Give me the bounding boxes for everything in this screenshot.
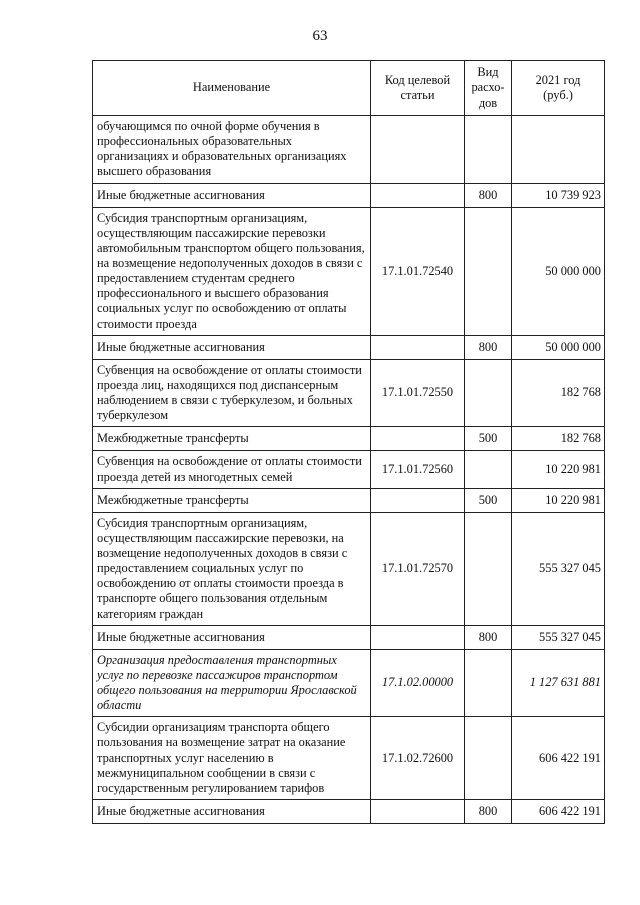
header-type-line: дов xyxy=(478,95,498,110)
row-type-cell xyxy=(465,451,512,488)
row-name-cell: Межбюджетные трансферты xyxy=(93,427,371,451)
row-amount-cell: 50 000 000 xyxy=(512,335,605,359)
table-header xyxy=(93,61,605,116)
table-body xyxy=(93,116,605,824)
row-type-cell xyxy=(465,116,512,184)
header-type xyxy=(465,61,512,116)
table-row xyxy=(93,427,605,451)
header-amount xyxy=(512,61,605,116)
row-type-cell: 500 xyxy=(465,427,512,451)
row-code-cell: 17.1.01.72550 xyxy=(371,359,465,427)
row-amount-cell: 555 327 045 xyxy=(512,512,605,625)
row-amount-cell: 182 768 xyxy=(512,359,605,427)
row-code-cell: 17.1.02.00000 xyxy=(371,649,465,717)
row-type-cell xyxy=(465,359,512,427)
row-code-cell: 17.1.01.72570 xyxy=(371,512,465,625)
row-name-cell: Организация предоставления транспортных услуг по перевозке пассажиров транспортом общего пользования на территории Ярославской области xyxy=(93,649,371,717)
row-type-cell: 800 xyxy=(465,799,512,823)
row-code-cell: 17.1.01.72560 xyxy=(371,451,465,488)
header-name xyxy=(93,61,371,116)
row-code-cell xyxy=(371,488,465,512)
row-type-cell: 800 xyxy=(465,625,512,649)
header-code-line: статьи xyxy=(400,88,435,102)
row-type-cell: 800 xyxy=(465,183,512,207)
row-type-cell xyxy=(465,512,512,625)
row-name-cell: Субсидия транспортным организациям, осуществляющим пассажирские перевозки автомобильным транспортом общего пользования, на возмещение недополученных доходов в связи с предоставлением студентам среднего профессионального и высшего образования социальных услуг по освобождению от оплаты стоимости проезда xyxy=(93,207,371,335)
header-amount-line: 2021 год xyxy=(535,72,581,87)
row-type-cell: 800 xyxy=(465,335,512,359)
row-amount-cell: 10 739 923 xyxy=(512,183,605,207)
row-amount-cell: 182 768 xyxy=(512,427,605,451)
table-row xyxy=(93,625,605,649)
row-name-cell: Иные бюджетные ассигнования xyxy=(93,799,371,823)
row-name-cell: Иные бюджетные ассигнования xyxy=(93,335,371,359)
row-name-cell: Субсидия транспортным организациям, осуществляющим пассажирские перевозки, на возмещение недополученных доходов в связи с предоставлением социальных услуг по освобождению от оплаты стоимости проезда в транспорте общего пользования отдельным категориям граждан xyxy=(93,512,371,625)
row-code-cell xyxy=(371,625,465,649)
row-type-cell xyxy=(465,717,512,800)
row-amount-cell: 1 127 631 881 xyxy=(512,649,605,717)
header-row xyxy=(93,61,605,116)
row-amount-cell: 606 422 191 xyxy=(512,717,605,800)
table-row xyxy=(93,512,605,625)
row-code-cell xyxy=(371,427,465,451)
table-row xyxy=(93,116,605,184)
table-row xyxy=(93,799,605,823)
table-row xyxy=(93,717,605,800)
row-name-cell: Субвенция на освобождение от оплаты стоимости проезда лиц, находящихся под диспансерным наблюдением в связи с туберкулезом, и больных туберкулезом xyxy=(93,359,371,427)
row-code-cell: 17.1.02.72600 xyxy=(371,717,465,800)
header-type-line: Вид xyxy=(477,64,499,79)
row-code-cell xyxy=(371,183,465,207)
header-code xyxy=(371,61,465,116)
row-name-cell: Субвенция на освобождение от оплаты стоимости проезда детей из многодетных семей xyxy=(93,451,371,488)
budget-table xyxy=(92,60,605,824)
row-type-cell: 500 xyxy=(465,488,512,512)
row-type-cell xyxy=(465,649,512,717)
row-code-cell: 17.1.01.72540 xyxy=(371,207,465,335)
table-row xyxy=(93,451,605,488)
row-name-cell: Субсидии организациям транспорта общего пользования на возмещение затрат на оказание транспортных услуг населению в межмуниципальном сообщении в связи с государственным регулированием тарифов xyxy=(93,717,371,800)
table-row xyxy=(93,359,605,427)
row-code-cell xyxy=(371,799,465,823)
table-row xyxy=(93,649,605,717)
row-amount-cell: 555 327 045 xyxy=(512,625,605,649)
table-row xyxy=(93,335,605,359)
header-amount-line: (руб.) xyxy=(543,88,573,102)
header-type-line: расхо- xyxy=(471,80,505,95)
row-amount-cell: 606 422 191 xyxy=(512,799,605,823)
table-row xyxy=(93,183,605,207)
page-number: 63 xyxy=(312,28,328,44)
row-amount-cell: 50 000 000 xyxy=(512,207,605,335)
row-code-cell xyxy=(371,116,465,184)
row-amount-cell: 10 220 981 xyxy=(512,451,605,488)
row-code-cell xyxy=(371,335,465,359)
row-name-cell: Межбюджетные трансферты xyxy=(93,488,371,512)
table-row xyxy=(93,488,605,512)
row-amount-cell xyxy=(512,116,605,184)
row-name-cell: Иные бюджетные ассигнования xyxy=(93,625,371,649)
row-name-cell: Иные бюджетные ассигнования xyxy=(93,183,371,207)
header-name-label: Наименование xyxy=(192,80,271,95)
header-code-line: Код целевой xyxy=(384,72,451,87)
row-amount-cell: 10 220 981 xyxy=(512,488,605,512)
table-row xyxy=(93,207,605,335)
row-name-cell: обучающимся по очной форме обучения в профессиональных образовательных организациях и образовательных организациях высшего образования xyxy=(93,116,371,184)
row-type-cell xyxy=(465,207,512,335)
